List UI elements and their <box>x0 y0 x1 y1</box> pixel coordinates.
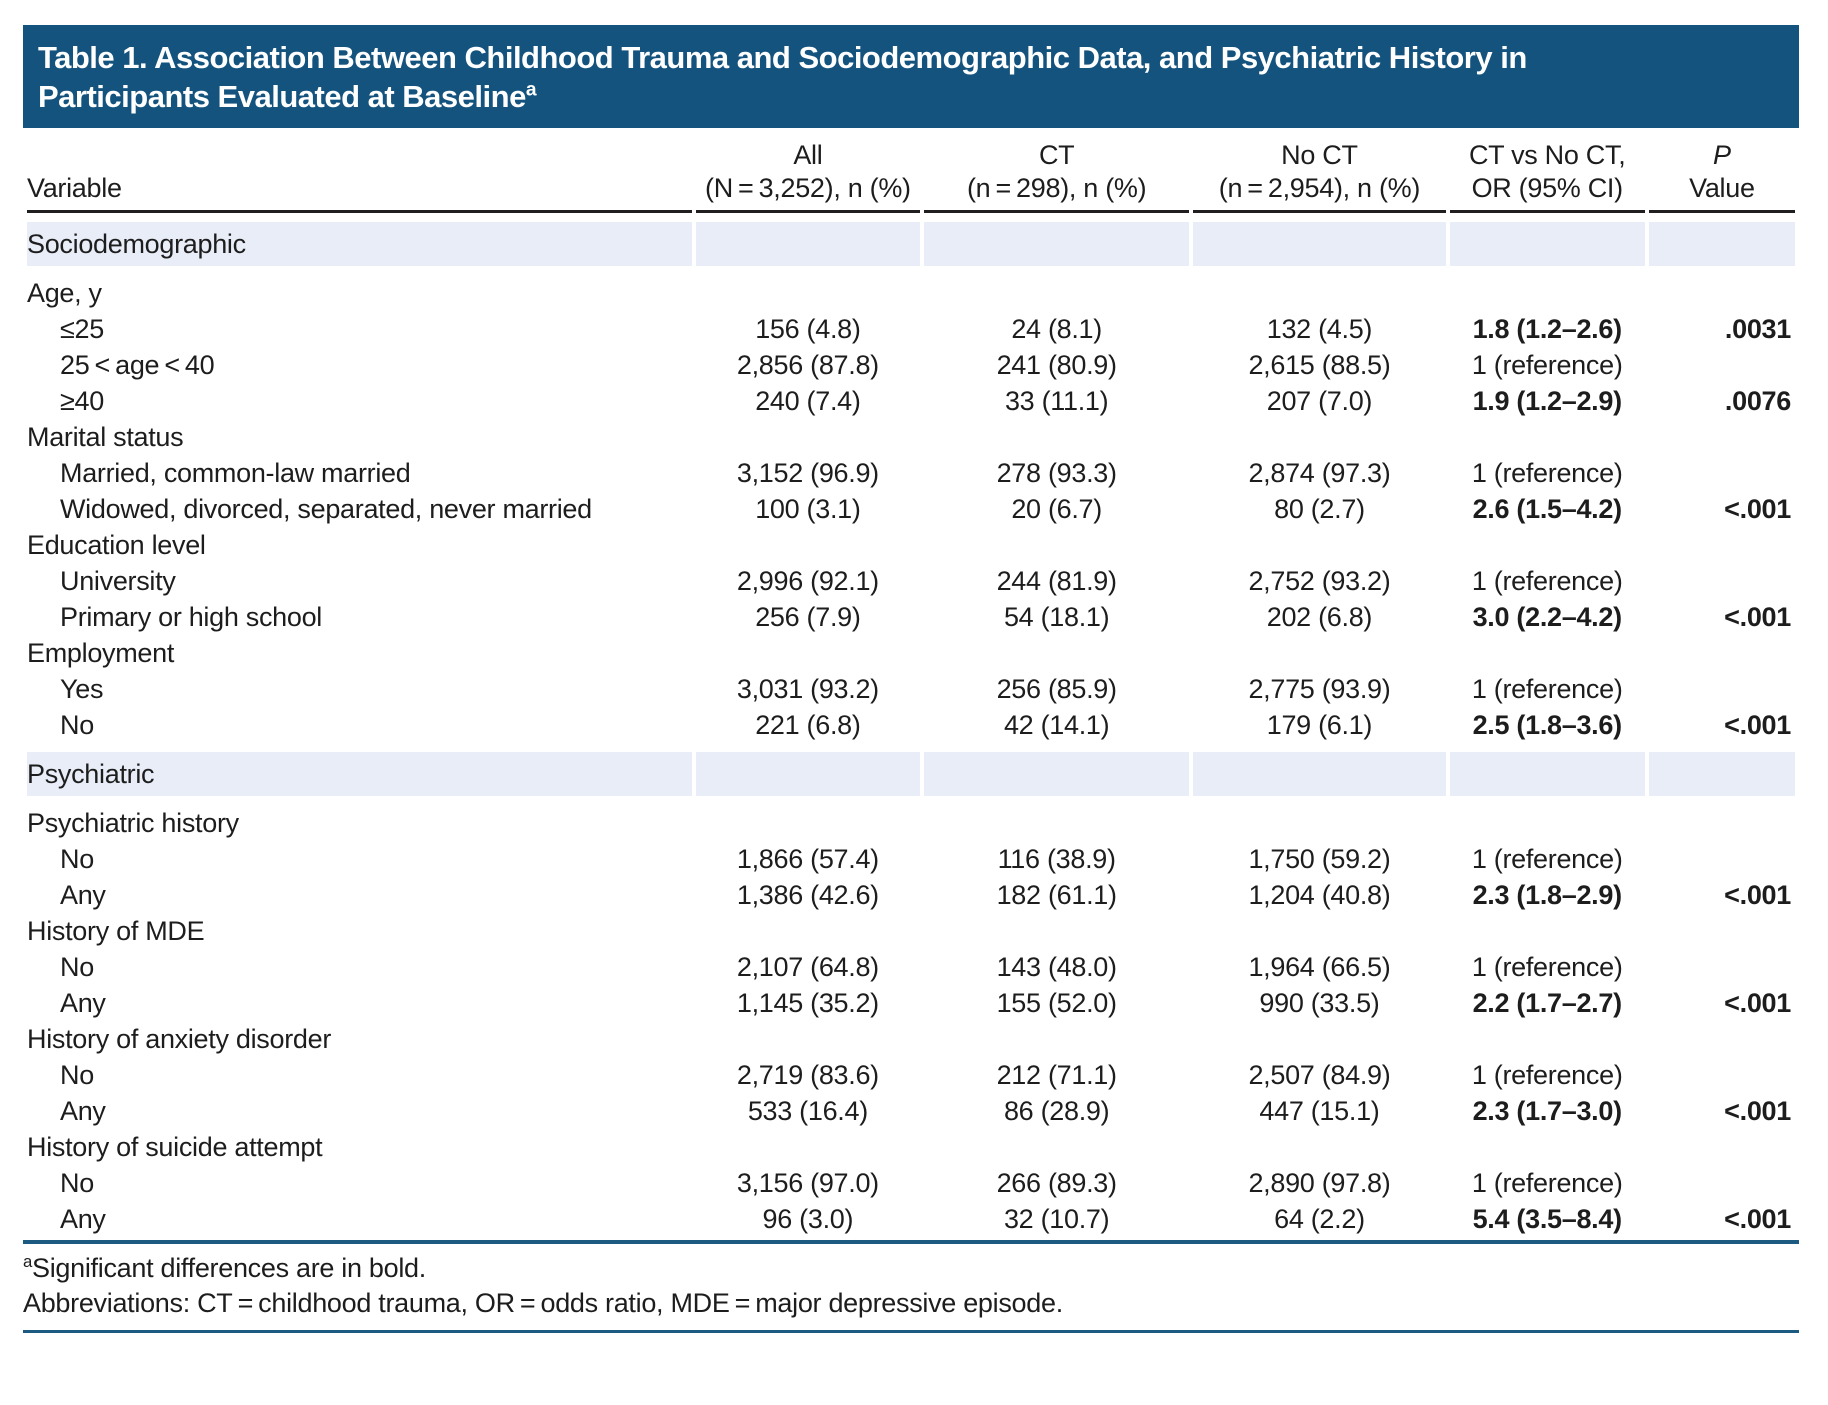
section-band-cell <box>696 752 920 796</box>
column-header-noct-line2: (n = 2,954), n (%) <box>1218 173 1421 203</box>
cell-noct: 2,890 (97.8) <box>1248 1168 1391 1198</box>
cell-ct: 182 (61.1) <box>996 880 1117 910</box>
cell-pvalue <box>1649 1165 1795 1201</box>
cell-all: 221 (6.8) <box>755 710 861 740</box>
cell-or: 2.5 (1.8–3.6) <box>1472 710 1622 740</box>
cell-noct: 132 (4.5) <box>1266 314 1373 344</box>
empty-cell <box>1649 805 1795 841</box>
cell-or: 1 (reference) <box>1471 844 1623 874</box>
group-row <box>27 1129 1795 1165</box>
section-band-cell <box>1450 222 1645 266</box>
cell-all: 156 (4.8) <box>755 314 861 344</box>
cell-all: 3,156 (97.0) <box>736 1168 879 1198</box>
cell-or: 1 (reference) <box>1471 566 1623 596</box>
cell-all: 2,856 (87.8) <box>736 350 879 380</box>
cell-pvalue <box>1649 841 1795 877</box>
cell-pvalue <box>1649 347 1795 383</box>
cell-ct: 32 (10.7) <box>1003 1204 1110 1234</box>
column-header-noct-line1: No CT <box>1281 140 1358 170</box>
empty-cell <box>1649 1021 1795 1057</box>
empty-cell <box>924 1129 1189 1165</box>
cell-ct: 241 (80.9) <box>996 350 1117 380</box>
cell-ct: 143 (48.0) <box>996 952 1117 982</box>
footnote-significance-text: Significant differences are in bold. <box>32 1253 426 1283</box>
cell-ct: 212 (71.1) <box>996 1060 1117 1090</box>
group-row <box>27 275 1795 311</box>
empty-cell <box>1649 275 1795 311</box>
cell-ct: 24 (8.1) <box>1011 314 1102 344</box>
table-row <box>27 985 1795 1021</box>
table-figure <box>23 25 1799 1333</box>
cell-pvalue: .0031 <box>1724 314 1791 344</box>
table-row <box>27 455 1795 491</box>
cell-noct: 2,775 (93.9) <box>1248 674 1391 704</box>
empty-cell <box>1193 635 1445 671</box>
empty-cell <box>1193 1021 1445 1057</box>
table-row <box>27 1057 1795 1093</box>
cell-ct: 244 (81.9) <box>996 566 1117 596</box>
row-label: ≤25 <box>60 314 104 344</box>
spacer-row <box>27 213 1795 222</box>
cell-all: 100 (3.1) <box>755 494 861 524</box>
row-label: 25 < age < 40 <box>60 350 215 380</box>
column-header-pvalue-line1: P <box>1713 140 1731 170</box>
empty-cell <box>1450 635 1645 671</box>
cell-pvalue: <.001 <box>1724 1204 1791 1234</box>
empty-cell <box>924 419 1189 455</box>
cell-ct: 42 (14.1) <box>1003 710 1110 740</box>
title-footnote-marker: a <box>525 79 536 101</box>
empty-cell <box>924 805 1189 841</box>
cell-all: 1,866 (57.4) <box>736 844 879 874</box>
group-label: History of MDE <box>27 916 205 946</box>
cell-noct: 447 (15.1) <box>1259 1096 1380 1126</box>
cell-or: 2.2 (1.7–2.7) <box>1472 988 1622 1018</box>
section-band-cell <box>1193 222 1445 266</box>
cell-or: 1 (reference) <box>1471 674 1623 704</box>
empty-cell <box>696 527 920 563</box>
cell-noct: 2,874 (97.3) <box>1248 458 1391 488</box>
group-label: Marital status <box>27 422 184 452</box>
row-label: University <box>60 566 176 596</box>
cell-noct: 2,615 (88.5) <box>1248 350 1391 380</box>
empty-cell <box>696 275 920 311</box>
cell-ct: 86 (28.9) <box>1003 1096 1110 1126</box>
column-header-all-line1: All <box>793 140 823 170</box>
section-band-cell <box>1649 752 1795 796</box>
cell-ct: 20 (6.7) <box>1011 494 1102 524</box>
cell-or: 1.8 (1.2–2.6) <box>1472 314 1622 344</box>
table-row <box>27 877 1795 913</box>
row-label: No <box>60 844 94 874</box>
table-row <box>27 1201 1795 1237</box>
table-title-line2-text: Participants Evaluated at Baseline <box>38 79 526 114</box>
empty-cell <box>924 527 1189 563</box>
spacer-cell <box>27 796 1795 805</box>
spacer-row <box>27 266 1795 275</box>
row-label: No <box>60 710 94 740</box>
cell-noct: 2,507 (84.9) <box>1248 1060 1391 1090</box>
data-table <box>23 130 1799 1237</box>
empty-cell <box>924 635 1189 671</box>
cell-or: 2.3 (1.7–3.0) <box>1472 1096 1622 1126</box>
empty-cell <box>1649 1129 1795 1165</box>
column-header-noct <box>1193 130 1445 213</box>
table-row <box>27 383 1795 419</box>
section-band-cell <box>1450 752 1645 796</box>
row-label: Any <box>60 1204 106 1234</box>
cell-all: 2,719 (83.6) <box>736 1060 879 1090</box>
empty-cell <box>1649 913 1795 949</box>
cell-all: 2,107 (64.8) <box>736 952 879 982</box>
table-body <box>27 213 1795 1237</box>
cell-ct: 116 (38.9) <box>997 844 1116 874</box>
footer-rule-bottom <box>23 1330 1799 1333</box>
column-header-ct-line1: CT <box>1038 140 1075 170</box>
row-label: Any <box>60 1096 106 1126</box>
cell-or: 1 (reference) <box>1471 458 1623 488</box>
group-label: History of suicide attempt <box>27 1132 323 1162</box>
table-title-bar <box>23 25 1799 128</box>
cell-or: 1 (reference) <box>1471 1060 1623 1090</box>
empty-cell <box>696 805 920 841</box>
empty-cell <box>1450 275 1645 311</box>
empty-cell <box>696 1129 920 1165</box>
cell-pvalue: <.001 <box>1724 494 1791 524</box>
spacer-cell <box>27 266 1795 275</box>
cell-noct: 2,752 (93.2) <box>1248 566 1391 596</box>
section-label: Psychiatric <box>27 752 692 796</box>
empty-cell <box>1649 635 1795 671</box>
empty-cell <box>1193 913 1445 949</box>
section-band-cell <box>1649 222 1795 266</box>
empty-cell <box>1649 527 1795 563</box>
spacer-cell <box>27 743 1795 752</box>
cell-noct: 990 (33.5) <box>1259 988 1380 1018</box>
column-header-ct <box>924 130 1189 213</box>
empty-cell <box>696 1021 920 1057</box>
section-label: Sociodemographic <box>27 222 692 266</box>
group-label: Age, y <box>27 278 102 308</box>
table-row <box>27 1165 1795 1201</box>
group-row <box>27 805 1795 841</box>
empty-cell <box>1450 913 1645 949</box>
cell-noct: 1,204 (40.8) <box>1248 880 1391 910</box>
column-header-or-line2: OR (95% CI) <box>1471 173 1623 203</box>
empty-cell <box>696 419 920 455</box>
cell-noct: 179 (6.1) <box>1266 710 1373 740</box>
spacer-cell <box>27 213 1795 222</box>
cell-ct: 54 (18.1) <box>1003 602 1110 632</box>
group-row <box>27 419 1795 455</box>
table-row <box>27 671 1795 707</box>
cell-all: 1,145 (35.2) <box>736 988 879 1018</box>
cell-or: 3.0 (2.2–4.2) <box>1472 602 1622 632</box>
cell-pvalue: .0076 <box>1724 386 1791 416</box>
group-row <box>27 1021 1795 1057</box>
cell-or: 1 (reference) <box>1471 1168 1623 1198</box>
table-row <box>27 311 1795 347</box>
cell-noct: 80 (2.7) <box>1274 494 1365 524</box>
table-row <box>27 707 1795 743</box>
column-header-variable: Variable <box>27 130 692 213</box>
cell-or: 1 (reference) <box>1471 350 1623 380</box>
spacer-row <box>27 743 1795 752</box>
empty-cell <box>1450 1129 1645 1165</box>
cell-noct: 1,750 (59.2) <box>1248 844 1391 874</box>
cell-pvalue <box>1649 455 1795 491</box>
empty-cell <box>924 913 1189 949</box>
table-row <box>27 1093 1795 1129</box>
cell-noct: 207 (7.0) <box>1266 386 1373 416</box>
group-label: Education level <box>27 530 206 560</box>
row-label: Any <box>60 880 106 910</box>
empty-cell <box>1450 805 1645 841</box>
empty-cell <box>696 913 920 949</box>
cell-pvalue <box>1649 949 1795 985</box>
column-header-or <box>1450 130 1645 213</box>
cell-pvalue: <.001 <box>1724 880 1791 910</box>
cell-all: 2,996 (92.1) <box>736 566 879 596</box>
cell-all: 3,031 (93.2) <box>736 674 879 704</box>
cell-all: 1,386 (42.6) <box>736 880 879 910</box>
cell-or: 2.6 (1.5–4.2) <box>1472 494 1622 524</box>
group-label: Employment <box>27 638 175 668</box>
empty-cell <box>1450 419 1645 455</box>
cell-all: 533 (16.4) <box>747 1096 868 1126</box>
empty-cell <box>1649 419 1795 455</box>
cell-all: 96 (3.0) <box>762 1204 854 1234</box>
cell-all: 3,152 (96.9) <box>736 458 879 488</box>
cell-ct: 33 (11.1) <box>1004 386 1109 416</box>
row-label: No <box>60 1168 94 1198</box>
cell-or: 2.3 (1.8–2.9) <box>1472 880 1622 910</box>
row-label: Widowed, divorced, separated, never married <box>60 494 592 524</box>
cell-or: 1.9 (1.2–2.9) <box>1472 386 1622 416</box>
row-label: Yes <box>60 674 104 704</box>
group-label: Psychiatric history <box>27 808 239 838</box>
cell-ct: 256 (85.9) <box>996 674 1117 704</box>
section-band-cell <box>924 752 1189 796</box>
cell-pvalue <box>1649 1057 1795 1093</box>
empty-cell <box>696 635 920 671</box>
footnotes <box>23 1244 1799 1330</box>
cell-pvalue <box>1649 563 1795 599</box>
group-row <box>27 913 1795 949</box>
empty-cell <box>1193 275 1445 311</box>
empty-cell <box>1450 1021 1645 1057</box>
group-label: History of anxiety disorder <box>27 1024 332 1054</box>
empty-cell <box>1193 805 1445 841</box>
cell-noct: 64 (2.2) <box>1274 1204 1365 1234</box>
section-band-cell <box>696 222 920 266</box>
empty-cell <box>924 275 1189 311</box>
group-row <box>27 635 1795 671</box>
row-label: No <box>60 1060 94 1090</box>
cell-pvalue: <.001 <box>1724 602 1791 632</box>
empty-cell <box>924 1021 1189 1057</box>
table-row <box>27 563 1795 599</box>
table-row <box>27 841 1795 877</box>
row-label: Primary or high school <box>60 602 323 632</box>
table-row <box>27 599 1795 635</box>
table-title-line2 <box>38 77 1783 116</box>
spacer-row <box>27 796 1795 805</box>
cell-ct: 266 (89.3) <box>996 1168 1117 1198</box>
table-row <box>27 949 1795 985</box>
section-row <box>27 752 1795 796</box>
row-label: Married, common-law married <box>60 458 411 488</box>
section-band-cell <box>924 222 1189 266</box>
cell-ct: 278 (93.3) <box>996 458 1117 488</box>
cell-or: 5.4 (3.5–8.4) <box>1472 1204 1622 1234</box>
cell-all: 240 (7.4) <box>755 386 861 416</box>
column-header-all <box>696 130 920 213</box>
column-header-or-line1: CT vs No CT, <box>1468 140 1626 170</box>
empty-cell <box>1450 527 1645 563</box>
empty-cell <box>1193 419 1445 455</box>
section-band-cell <box>1193 752 1445 796</box>
table-row <box>27 347 1795 383</box>
column-header-pvalue-line2: Value <box>1689 173 1755 203</box>
row-label: No <box>60 952 94 982</box>
cell-pvalue: <.001 <box>1724 1096 1791 1126</box>
footnote-abbreviations-text: Abbreviations: CT = childhood trauma, OR = odds ratio, MDE = major depressive episode. <box>23 1288 1063 1318</box>
row-label: ≥40 <box>60 386 104 416</box>
section-row <box>27 222 1795 266</box>
cell-or: 1 (reference) <box>1471 952 1623 982</box>
table-row <box>27 491 1795 527</box>
cell-ct: 155 (52.0) <box>996 988 1117 1018</box>
cell-noct: 1,964 (66.5) <box>1248 952 1391 982</box>
cell-noct: 202 (6.8) <box>1266 602 1373 632</box>
empty-cell <box>1193 527 1445 563</box>
column-header-ct-line2: (n = 298), n (%) <box>966 173 1147 203</box>
empty-cell <box>1193 1129 1445 1165</box>
table-title-line1: Table 1. Association Between Childhood Trauma and Sociodemographic Data, and Psychiatric History in <box>38 40 1527 75</box>
cell-pvalue: <.001 <box>1724 988 1791 1018</box>
footnote-abbreviations <box>23 1286 1799 1321</box>
header-row <box>27 130 1795 213</box>
cell-pvalue <box>1649 671 1795 707</box>
column-header-all-line2: (N = 3,252), n (%) <box>705 173 911 203</box>
column-header-pvalue <box>1649 130 1795 213</box>
cell-pvalue: <.001 <box>1724 710 1791 740</box>
cell-all: 256 (7.9) <box>755 602 861 632</box>
footnote-marker-a: a <box>23 1252 33 1271</box>
footnote-significance <box>23 1251 1799 1286</box>
table-header <box>27 130 1795 213</box>
row-label: Any <box>60 988 106 1018</box>
group-row <box>27 527 1795 563</box>
